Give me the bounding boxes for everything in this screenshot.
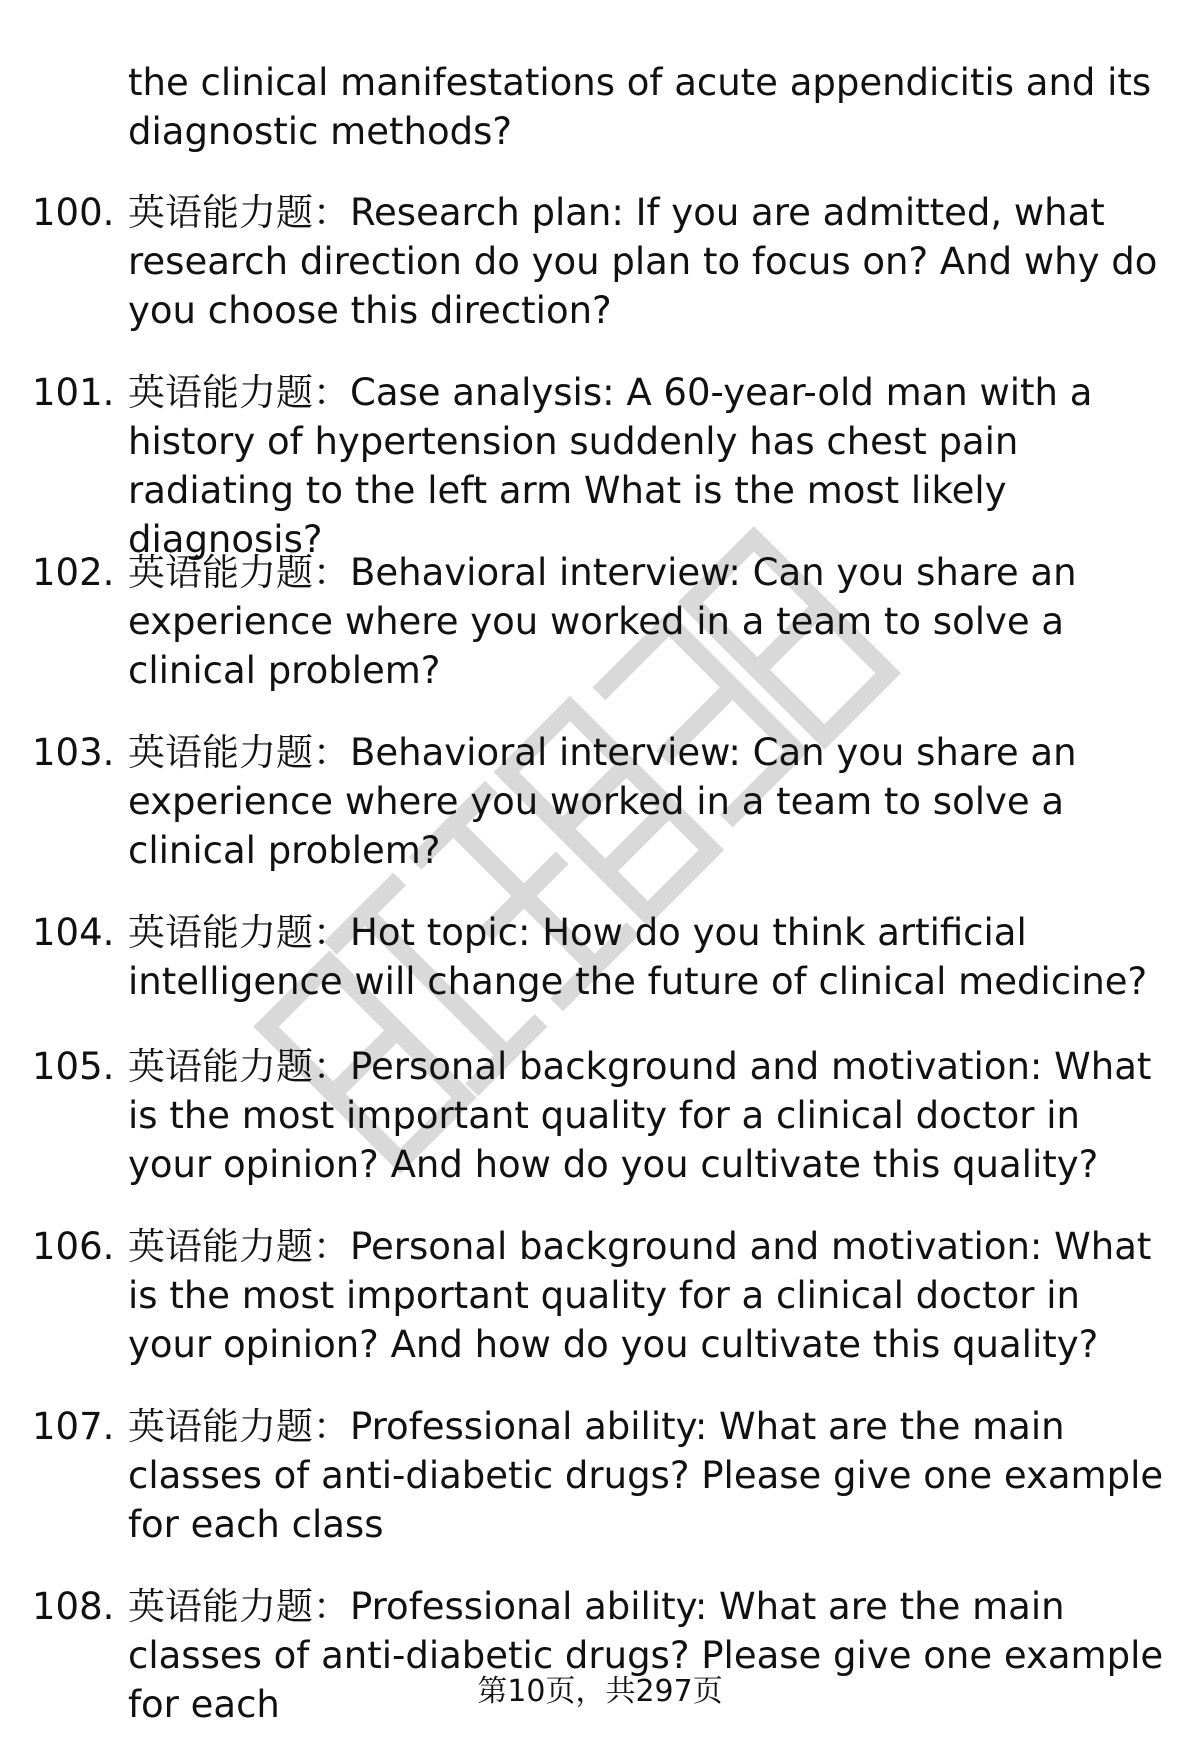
item-text: 英语能力题：Behavioral interview: Can you share an experience where you worked in a team to solve a clinical problem? [128,551,1077,692]
item-number: 103. [32,731,115,774]
list-item [0,728,1200,908]
list-item [0,1222,1200,1402]
list-item [0,1042,1200,1222]
page-footer: 第10页，共297页 [477,1674,723,1709]
item-number: 101. [32,371,115,414]
item-text: 英语能力题：Personal background and motivation: What is the most important quality for a clinical doctor in your opinion? And how do you cultivate this quality? [128,1225,1152,1366]
item-number: 106. [32,1225,115,1268]
item-text: 英语能力题：Research plan: If you are admitted, what research direction do you plan to focus on? And why do you choose this direction? [128,191,1158,332]
list-item [0,908,1200,1042]
item-number: 102. [32,551,115,594]
list-item [0,1402,1200,1582]
question-list [0,188,1200,1762]
item-text: 英语能力题：Hot topic: How do you think artificial intelligence will change the future of clinical medicine? [128,911,1148,1003]
list-item [0,368,1200,561]
item-text: 英语能力题：Personal background and motivation: What is the most important quality for a clinical doctor in your opinion? And how do you cultivate this quality? [128,1045,1152,1186]
intro-paragraph: the clinical manifestations of acute appendicitis and its diagnostic methods? [128,61,1152,153]
item-number: 104. [32,911,115,954]
item-text: 英语能力题：Behavioral interview: Can you share an experience where you worked in a team to solve a clinical problem? [128,731,1077,872]
item-number: 108. [32,1585,115,1628]
item-number: 100. [32,191,115,234]
list-item [0,188,1200,368]
item-text: 英语能力题：Professional ability: What are the main classes of anti-diabetic drugs? Please give one example for each class [128,1405,1164,1546]
item-text: 英语能力题：Case analysis: A 60-year-old man with a history of hypertension suddenly has chest pain radiating to the left arm What is the most likely diagnosis? [128,371,1093,561]
list-item [0,548,1200,728]
item-number: 105. [32,1045,115,1088]
item-text: 英语能力题：Professional ability: What are the main classes of anti-diabetic drugs? Please give one example for each [128,1585,1164,1726]
item-number: 107. [32,1405,115,1448]
